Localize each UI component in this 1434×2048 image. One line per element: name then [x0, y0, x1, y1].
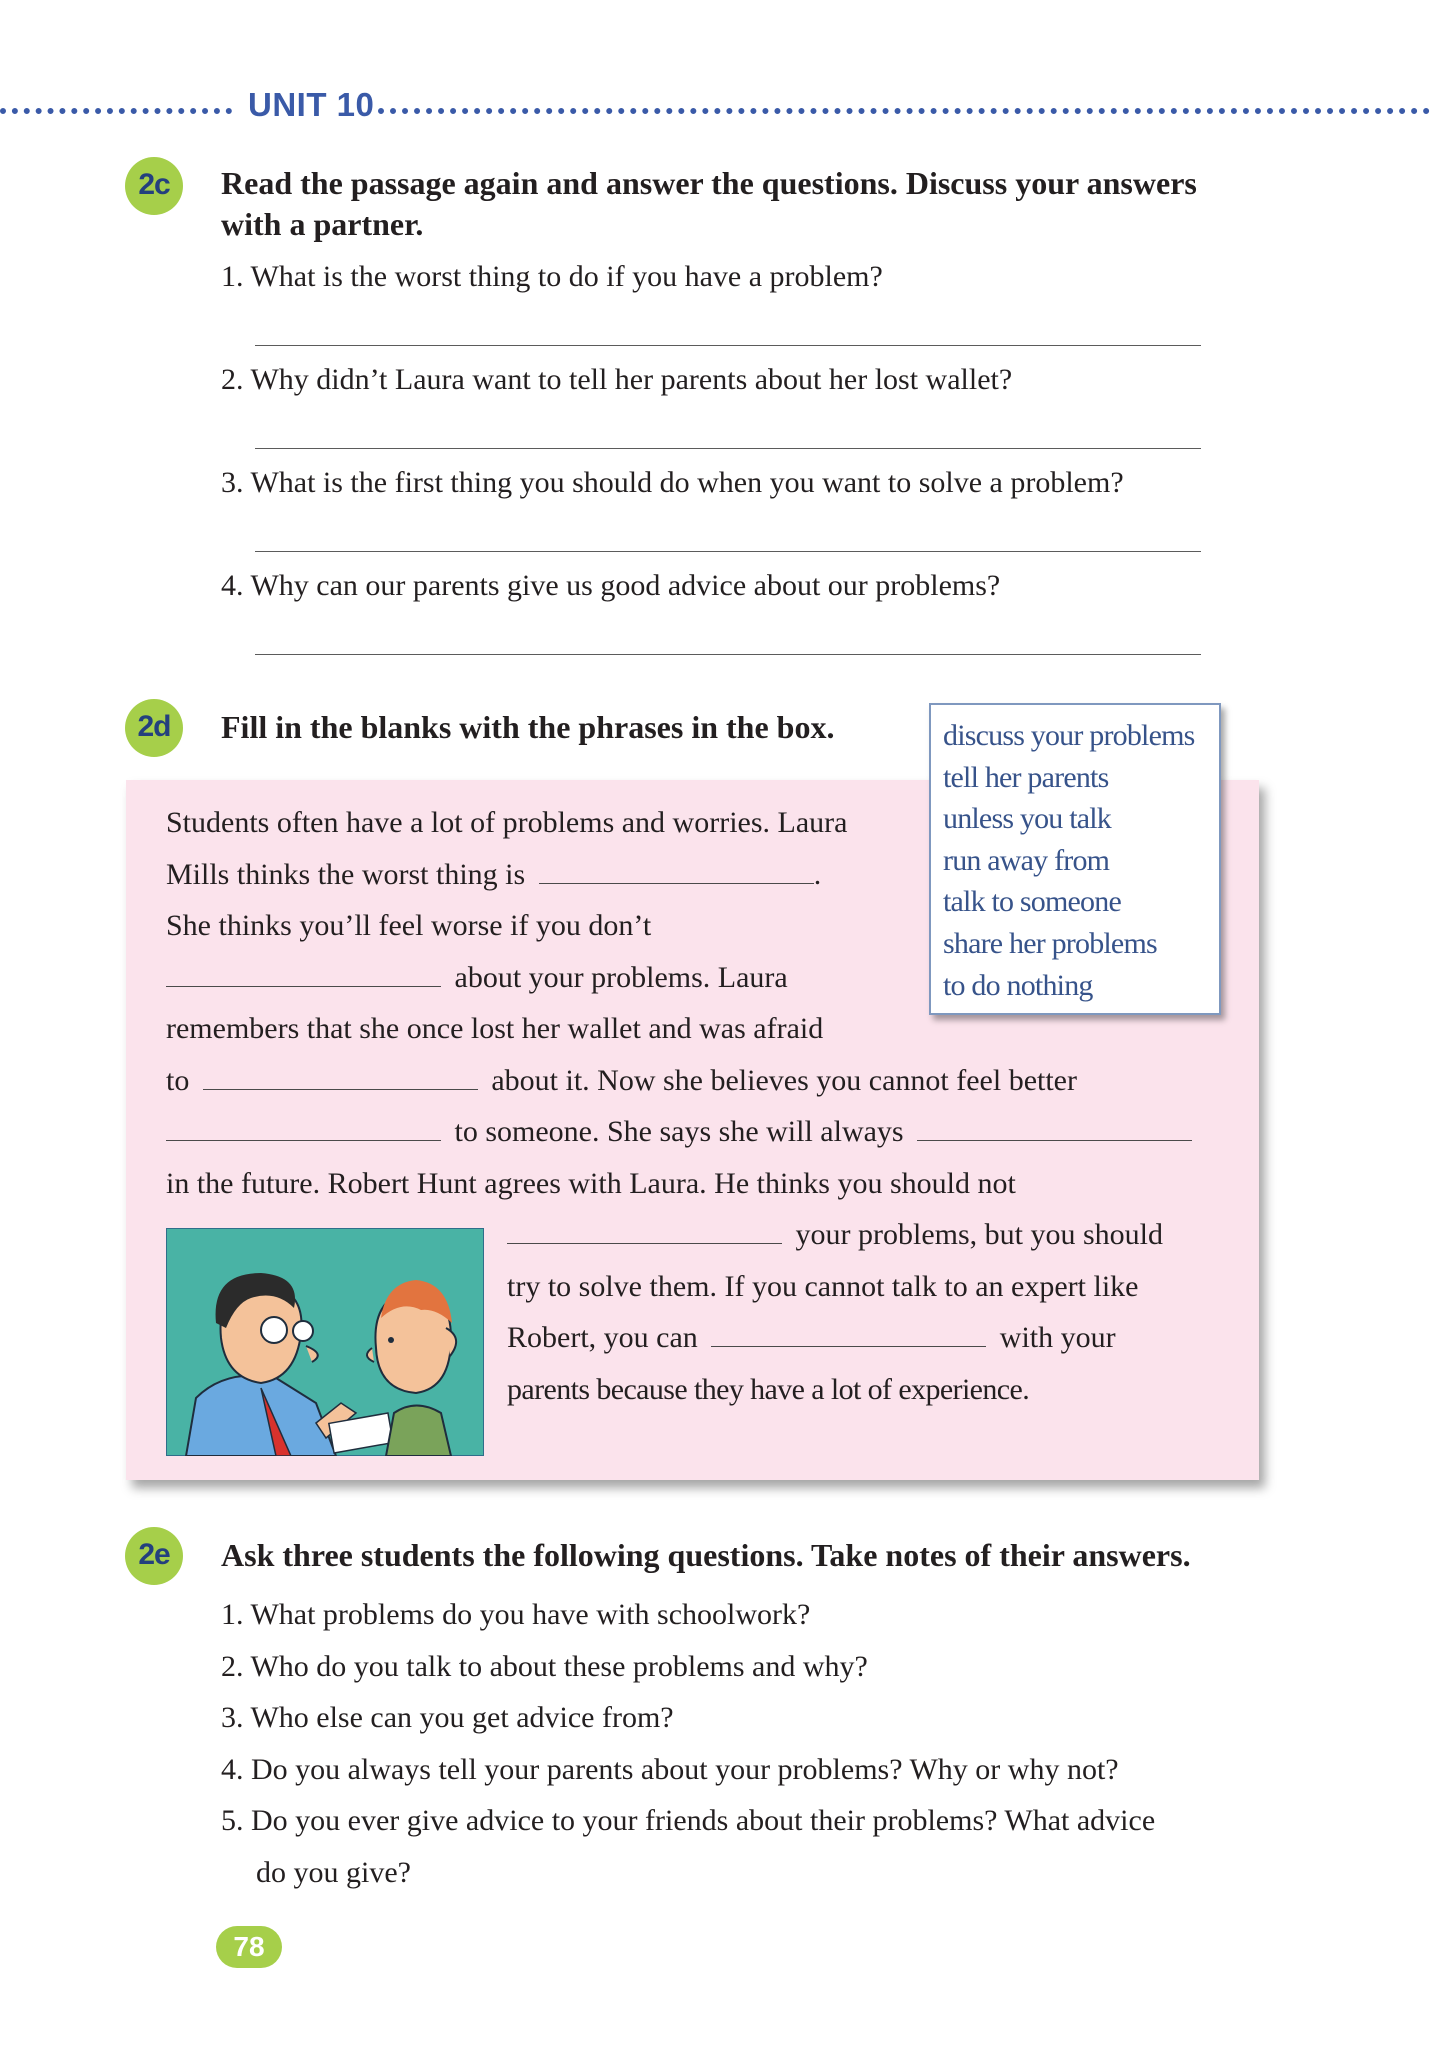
passage-line: try to solve them. If you cannot talk to an expert like [507, 1270, 1139, 1303]
instruction-line: with a partner. [221, 206, 424, 242]
passage-line [166, 1106, 1192, 1158]
question-2c-1: 1. What is the worst thing to do if you have a problem? [221, 260, 883, 293]
passage-text: . [813, 858, 822, 891]
question-2e-2: 2. Who do you talk to about these problems and why? [221, 1650, 868, 1683]
section-2d-instruction: Fill in the blanks with the phrases in the box. [221, 709, 835, 745]
blank-3[interactable] [203, 1061, 478, 1090]
phrase-item: discuss your problems [943, 719, 1195, 752]
question-2e-3: 3. Who else can you get advice from? [221, 1701, 674, 1734]
section-2c-instruction [221, 163, 1197, 245]
passage-text: to [166, 1064, 190, 1097]
answer-line-1[interactable] [255, 345, 1201, 346]
section-badge-2d: 2d [125, 699, 183, 757]
phrase-item: unless you talk [943, 802, 1111, 836]
passage-line: Students often have a lot of problems and worries. Laura [166, 806, 848, 839]
passage-line [166, 849, 821, 901]
passage-line: parents because they have a lot of experience. [507, 1373, 1030, 1406]
blank-5[interactable] [917, 1112, 1192, 1141]
blank-4[interactable] [166, 1112, 441, 1141]
phrase-item: run away from [943, 843, 1110, 877]
illustration-two-people [166, 1228, 484, 1456]
page-number: 78 [216, 1926, 282, 1968]
passage-line: in the future. Robert Hunt agrees with Laura. He thinks you should not [166, 1167, 1016, 1200]
passage-text: Robert, you can [507, 1321, 698, 1354]
phrase-item: tell her parents [943, 760, 1109, 794]
section-2e-instruction: Ask three students the following questions. Take notes of their answers. [221, 1537, 1191, 1573]
passage-text: your problems, but you should [795, 1218, 1163, 1251]
phrase-item: talk to someone [943, 885, 1121, 919]
answer-line-3[interactable] [255, 551, 1201, 552]
question-2c-4: 4. Why can our parents give us good advice about our problems? [221, 569, 1001, 602]
instruction-line: Read the passage again and answer the questions. Discuss your answers [221, 165, 1197, 201]
passage-line: remembers that she once lost her wallet and was afraid [166, 1012, 824, 1045]
blank-7[interactable] [711, 1318, 986, 1347]
passage-text: with your [999, 1321, 1116, 1354]
passage-text: to someone. She says she will always [454, 1115, 904, 1148]
passage-line: She thinks you’ll feel worse if you don’t [166, 909, 652, 942]
header-dotted-line-right [378, 108, 1430, 114]
question-2e-1: 1. What problems do you have with schoolwork? [221, 1598, 811, 1631]
blank-2[interactable] [166, 958, 441, 987]
passage-line [507, 1312, 1116, 1364]
phrase-item: share her problems [943, 926, 1157, 960]
passage-line [166, 952, 788, 1004]
section-badge-2e: 2e [125, 1527, 183, 1585]
phrase-box [929, 703, 1221, 1015]
unit-title: UNIT 10 [248, 86, 375, 123]
question-2e-4: 4. Do you always tell your parents about your problems? Why or why not? [221, 1753, 1119, 1786]
answer-line-2[interactable] [255, 448, 1201, 449]
answer-line-4[interactable] [255, 654, 1201, 655]
question-2c-3: 3. What is the first thing you should do when you want to solve a problem? [221, 466, 1124, 499]
passage-line [507, 1209, 1163, 1261]
passage-text: about your problems. Laura [454, 961, 788, 994]
passage-line [166, 1055, 1077, 1107]
blank-1[interactable] [539, 855, 814, 884]
phrase-item: to do nothing [943, 968, 1093, 1002]
passage-text: Mills thinks the worst thing is [166, 858, 526, 891]
section-badge-2c: 2c [125, 157, 183, 215]
question-2e-5: 5. Do you ever give advice to your friends about their problems? What advice [221, 1804, 1156, 1837]
passage-text: about it. Now she believes you cannot feel better [491, 1064, 1077, 1097]
header-dotted-line-left [0, 108, 232, 114]
blank-6[interactable] [507, 1215, 782, 1244]
question-2c-2: 2. Why didn’t Laura want to tell her parents about her lost wallet? [221, 363, 1013, 396]
question-2e-5-continuation: do you give? [256, 1856, 411, 1889]
